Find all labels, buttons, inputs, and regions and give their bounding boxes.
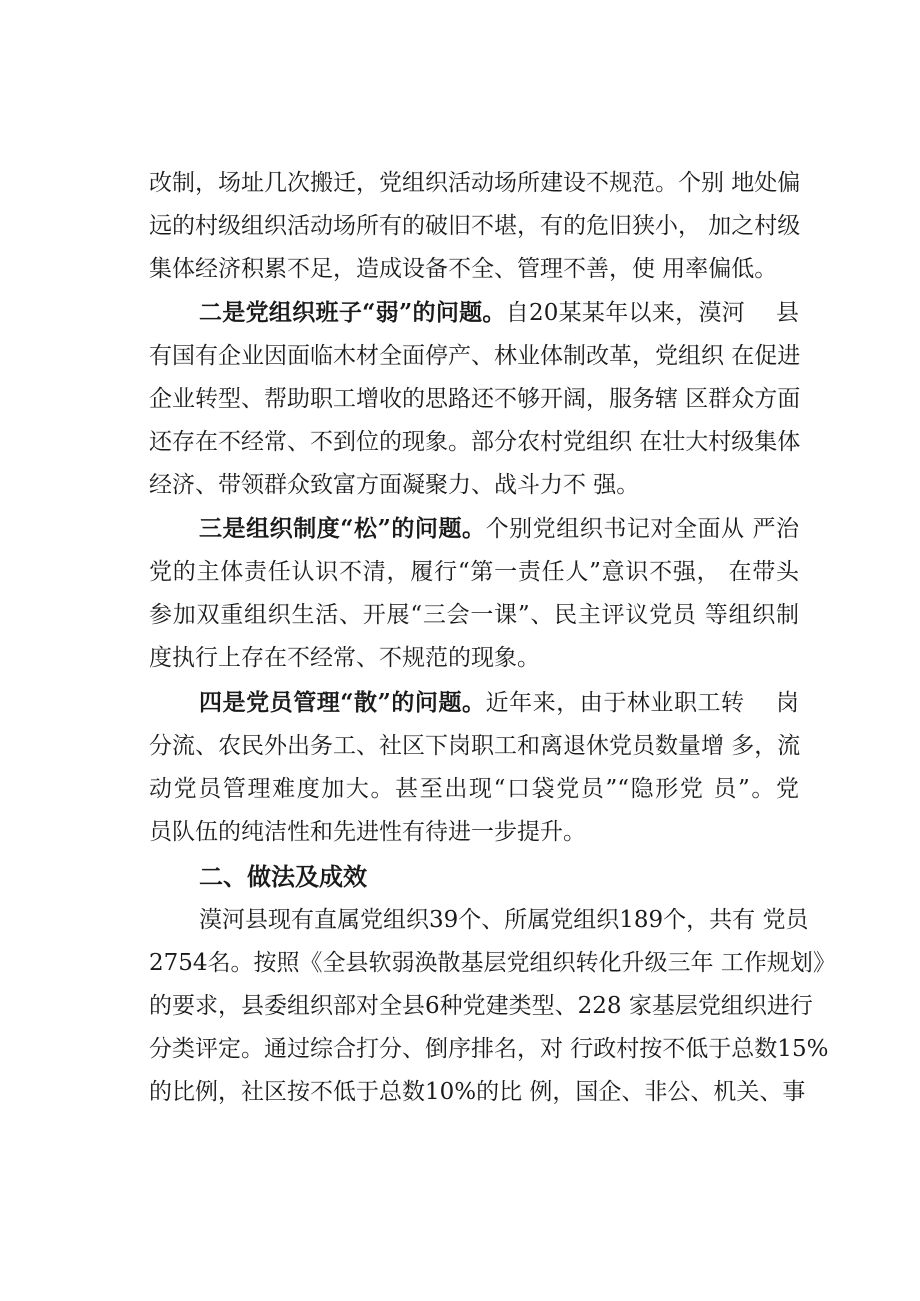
paragraph-2-first-line-rest: 自20某某年以来，漠河 县 [505, 300, 799, 326]
paragraph-4-lead: 四是党员管理“散”的问题。 [199, 689, 486, 716]
paragraph-5-line-3: 的要求，县委组织部对全县6种党建类型、228 家基层党组织进行 [149, 993, 813, 1019]
paragraph-5-line-1: 漠河县现有直属党组织39个、所属党组织189个，共有 党员 [199, 907, 809, 933]
paragraph-3-first-line-rest: 个别党组织书记对全面从 严治 [485, 516, 799, 542]
paragraph-3-line-1 [199, 514, 799, 544]
paragraph-2-line-3: 企业转型、帮助职工增收的思路还不够开阔，服务辖 区群众方面 [149, 386, 801, 412]
paragraph-1-line-3: 集体经济积累不足，造成设备不全、管理不善，使 用率偏低。 [149, 256, 778, 282]
paragraph-4-line-3: 动党员管理难度加大。甚至出现“口袋党员”“隐形党 员”。党 [149, 776, 799, 802]
paragraph-1-line-1: 改制，场址几次搬迁，党组织活动场所建设不规范。个别 地处偏 [149, 170, 801, 196]
paragraph-2-lead: 二是党组织班子“弱”的问题。 [199, 299, 506, 326]
paragraph-2-line-2: 有国有企业因面临木材全面停产、林业体制改革，党组织 在促进 [149, 343, 801, 369]
paragraph-4-line-2: 分流、农民外出务工、社区下岗职工和离退休党员数量增 多，流 [149, 733, 801, 759]
paragraph-1-line-2: 远的村级组织活动场所有的破旧不堪，有的危旧狭小， 加之村级 [149, 213, 801, 239]
section-heading: 二、做法及成效 [199, 863, 367, 891]
paragraph-3-line-3: 参加双重组织生活、开展“三会一课”、民主评议党员 等组织制 [149, 602, 799, 628]
paragraph-2-line-1 [199, 298, 799, 328]
paragraph-3-line-4: 度执行上存在不经常、不规范的现象。 [149, 645, 540, 671]
paragraph-5-line-4: 分类评定。通过综合打分、倒序排名，对 行政村按不低于总数15% [149, 1036, 829, 1062]
paragraph-4-first-line-rest: 近年来，由于林业职工转 岗 [485, 690, 799, 716]
paragraph-4-line-4: 员队伍的纯洁性和先进性有待进一步提升。 [149, 819, 586, 845]
paragraph-2-line-4: 还存在不经常、不到位的现象。部分农村党组织 在壮大村级集体 [149, 429, 801, 455]
paragraph-3-line-2: 党的主体责任认识不清，履行“第一责任人”意识不强， 在带头 [149, 559, 799, 585]
paragraph-4-line-1 [199, 688, 799, 718]
paragraph-5-line-5: 的比例，社区按不低于总数10%的比 例，国企、非公、机关、事 [149, 1079, 806, 1105]
paragraph-2-line-5: 经济、带领群众致富方面凝聚力、战斗力不 强。 [149, 472, 640, 498]
paragraph-5-line-2: 2754名。按照《全县软弱涣散基层党组织转化升级三年 工作规划》 [149, 950, 836, 976]
paragraph-3-lead: 三是组织制度“松”的问题。 [199, 515, 486, 542]
